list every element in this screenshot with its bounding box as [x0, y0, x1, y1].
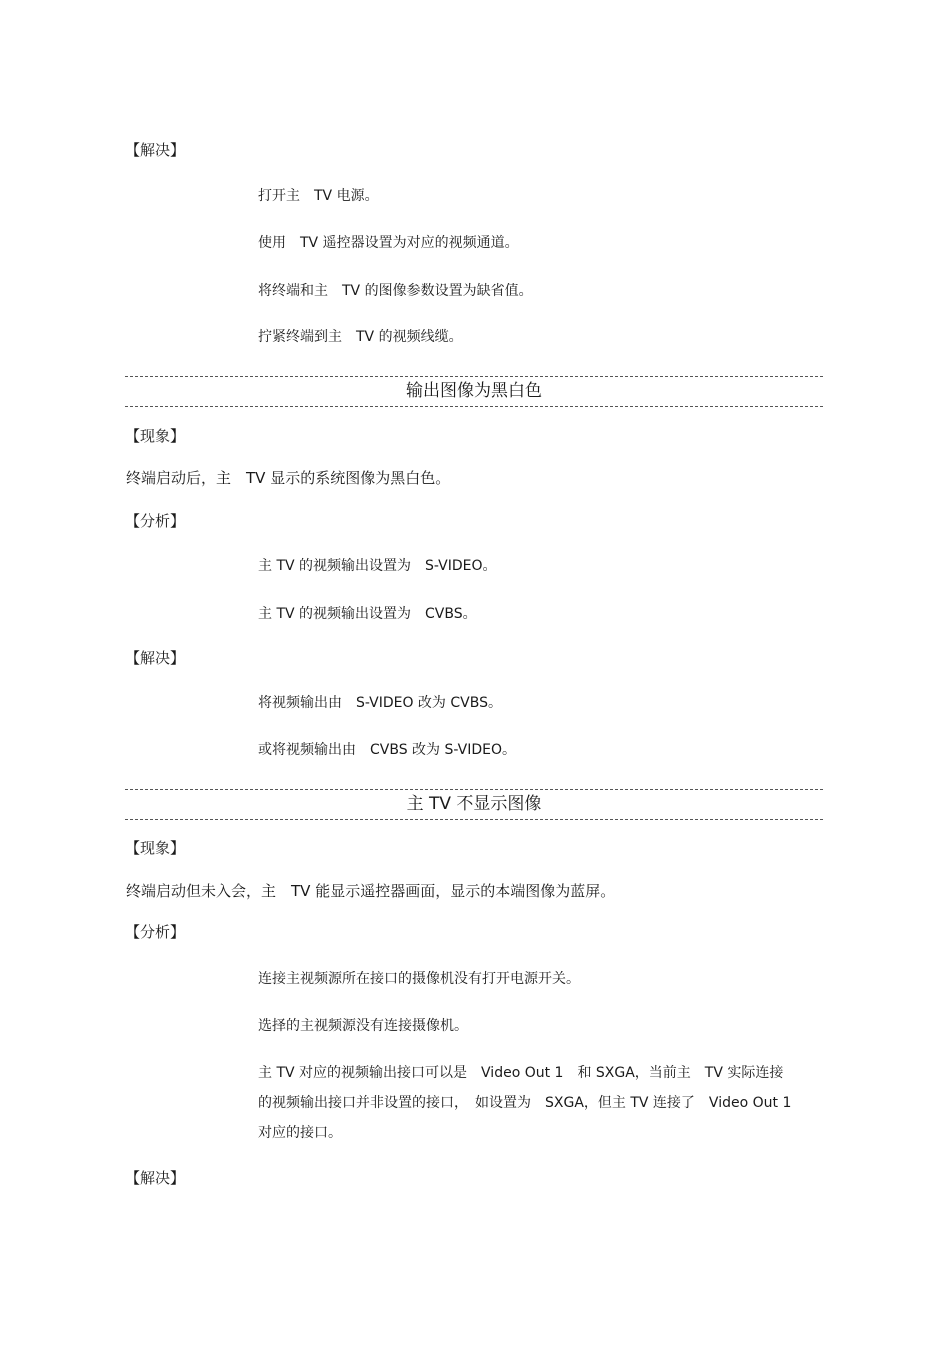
phenomenon-label: 【现象】	[125, 839, 186, 857]
solution-item: 拧紧终端到主 TV 的视频线缆。	[258, 329, 463, 345]
solution-item: 或将视频输出由 CVBS 改为 S-VIDEO。	[258, 742, 516, 758]
section-title: 主 TV 不显示图像	[406, 794, 542, 814]
phenomenon-text: 终端启动后，主 TV 显示的系统图像为黑白色。	[126, 469, 451, 487]
analysis-label: 【分析】	[125, 512, 186, 530]
solution-item: 将终端和主 TV 的图像参数设置为缺省值。	[258, 283, 533, 299]
analysis-label: 【分析】	[125, 923, 186, 941]
analysis-item: 连接主视频源所在接口的摄像机没有打开电源开关。	[258, 971, 580, 987]
section-divider-top	[125, 789, 823, 790]
solution-label: 【解决】	[125, 1169, 186, 1187]
section-divider-bottom	[125, 819, 823, 820]
paragraph-line: 对应的接口。	[258, 1125, 342, 1141]
solution-item: 将视频输出由 S-VIDEO 改为 CVBS。	[258, 695, 502, 711]
phenomenon-text: 终端启动但未入会，主 TV 能显示遥控器画面，显示的本端图像为蓝屏。	[126, 882, 616, 900]
solution-label: 【解决】	[125, 141, 186, 159]
analysis-item: 主 TV 的视频输出设置为 S-VIDEO。	[258, 558, 497, 574]
analysis-paragraph	[258, 1058, 824, 1148]
solution-item: 打开主 TV 电源。	[258, 188, 379, 204]
section-title: 输出图像为黑白色	[406, 381, 542, 401]
analysis-item: 主 TV 的视频输出设置为 CVBS。	[258, 606, 477, 622]
paragraph-line: 主 TV 对应的视频输出接口可以是 Video Out 1 和 SXGA，当前主 TV 实际连接	[258, 1065, 784, 1081]
section-divider-top	[125, 376, 823, 377]
phenomenon-label: 【现象】	[125, 427, 186, 445]
paragraph-line: 的视频输出接口并非设置的接口， 如设置为 SXGA，但主 TV 连接了 Video Out 1	[258, 1095, 792, 1111]
section-divider-bottom	[125, 406, 823, 407]
solution-label: 【解决】	[125, 649, 186, 667]
solution-item: 使用 TV 遥控器设置为对应的视频通道。	[258, 235, 519, 251]
analysis-item: 选择的主视频源没有连接摄像机。	[258, 1018, 468, 1034]
